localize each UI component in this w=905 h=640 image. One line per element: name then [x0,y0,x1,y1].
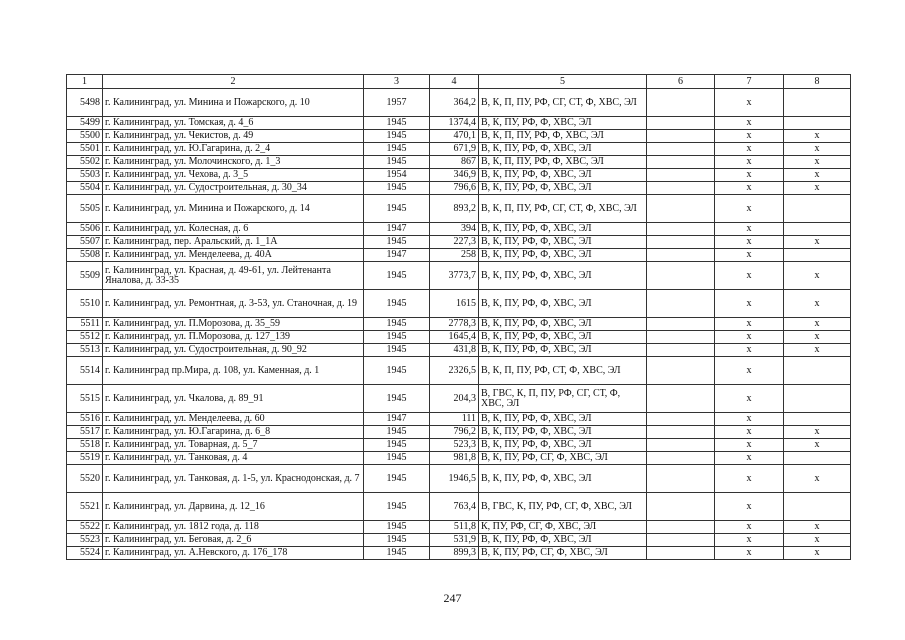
area-cell: 796,6 [430,182,479,195]
year-cell: 1957 [364,89,430,117]
table-row [67,344,851,357]
column-7-mark: х [715,521,784,534]
address-cell: г. Калининград, ул. Менделеева, д. 60 [103,413,364,426]
column-6-cell [647,143,715,156]
column-7-mark: х [715,156,784,169]
row-number: 5515 [67,385,103,413]
row-number: 5511 [67,318,103,331]
area-cell: 531,9 [430,534,479,547]
table-row [67,169,851,182]
column-8-mark: х [784,439,851,452]
column-7-mark: х [715,223,784,236]
services-cell: В, К, ПУ, РФ, СГ, Ф, ХВС, ЭЛ [479,452,647,465]
column-7-mark: х [715,413,784,426]
area-cell: 981,8 [430,452,479,465]
table-row [67,236,851,249]
area-cell: 2778,3 [430,318,479,331]
services-cell: В, К, ПУ, РФ, Ф, ХВС, ЭЛ [479,223,647,236]
column-7-mark: х [715,344,784,357]
address-cell: г. Калининград пр.Мира, д. 108, ул. Каменная, д. 1 [103,357,364,385]
address-cell: г. Калининград, ул. Колесная, д. 6 [103,223,364,236]
column-7-mark: х [715,547,784,560]
area-cell: 364,2 [430,89,479,117]
row-number: 5522 [67,521,103,534]
services-cell: В, К, ПУ, РФ, Ф, ХВС, ЭЛ [479,344,647,357]
column-7-mark: х [715,236,784,249]
year-cell: 1945 [364,195,430,223]
services-cell: В, К, ПУ, РФ, Ф, ХВС, ЭЛ [479,413,647,426]
services-cell: В, К, ПУ, РФ, Ф, ХВС, ЭЛ [479,117,647,130]
column-7-mark: х [715,331,784,344]
column-header-5: 5 [479,75,647,89]
column-6-cell [647,89,715,117]
row-number: 5521 [67,493,103,521]
year-cell: 1945 [364,130,430,143]
table-row [67,262,851,290]
address-cell: г. Калининград, ул. Чехова, д. 3_5 [103,169,364,182]
row-number: 5520 [67,465,103,493]
address-cell: г. Калининград, ул. П.Морозова, д. 35_59 [103,318,364,331]
year-cell: 1945 [364,452,430,465]
services-cell: В, К, ПУ, РФ, Ф, ХВС, ЭЛ [479,439,647,452]
address-cell: г. Калининград, ул. Ю.Гагарина, д. 6_8 [103,426,364,439]
column-header-7: 7 [715,75,784,89]
page-number: 247 [443,591,462,605]
row-number: 5502 [67,156,103,169]
services-cell: В, К, П, ПУ, РФ, СТ, Ф, ХВС, ЭЛ [479,357,647,385]
column-8-mark: х [784,426,851,439]
year-cell: 1945 [364,156,430,169]
column-6-cell [647,452,715,465]
column-6-cell [647,331,715,344]
column-8-mark: х [784,290,851,318]
row-number: 5499 [67,117,103,130]
year-cell: 1954 [364,169,430,182]
area-cell: 796,2 [430,426,479,439]
services-cell: В, К, ПУ, РФ, Ф, ХВС, ЭЛ [479,331,647,344]
column-8-mark: х [784,534,851,547]
services-cell: В, К, П, ПУ, РФ, СГ, СТ, Ф, ХВС, ЭЛ [479,89,647,117]
column-7-mark: х [715,534,784,547]
column-8-mark [784,223,851,236]
column-8-mark: х [784,169,851,182]
year-cell: 1945 [364,290,430,318]
column-8-mark: х [784,547,851,560]
table-row [67,249,851,262]
table-row [67,547,851,560]
year-cell: 1945 [364,344,430,357]
area-cell: 3773,7 [430,262,479,290]
table-row [67,117,851,130]
area-cell: 1374,4 [430,117,479,130]
table-row [67,143,851,156]
year-cell: 1945 [364,521,430,534]
column-6-cell [647,249,715,262]
row-number: 5498 [67,89,103,117]
column-7-mark: х [715,465,784,493]
column-6-cell [647,426,715,439]
column-7-mark: х [715,385,784,413]
address-cell: г. Калининград, ул. Дарвина, д. 12_16 [103,493,364,521]
row-number: 5512 [67,331,103,344]
year-cell: 1945 [364,318,430,331]
area-cell: 1645,4 [430,331,479,344]
row-number: 5519 [67,452,103,465]
column-6-cell [647,534,715,547]
services-cell: В, К, ПУ, РФ, Ф, ХВС, ЭЛ [479,290,647,318]
column-6-cell [647,357,715,385]
column-8-mark: х [784,236,851,249]
area-cell: 431,8 [430,344,479,357]
address-cell: г. Калининград, ул. Беговая, д. 2_6 [103,534,364,547]
column-8-mark [784,249,851,262]
column-6-cell [647,156,715,169]
row-number: 5513 [67,344,103,357]
row-number: 5507 [67,236,103,249]
table-row [67,357,851,385]
area-cell: 893,2 [430,195,479,223]
area-cell: 511,8 [430,521,479,534]
area-cell: 1946,5 [430,465,479,493]
column-7-mark: х [715,249,784,262]
column-8-mark: х [784,262,851,290]
column-header-4: 4 [430,75,479,89]
column-8-mark [784,195,851,223]
services-cell: В, К, П, ПУ, РФ, Ф, ХВС, ЭЛ [479,130,647,143]
year-cell: 1945 [364,439,430,452]
table-row [67,223,851,236]
row-number: 5517 [67,426,103,439]
table-row [67,439,851,452]
column-7-mark: х [715,117,784,130]
services-cell: В, К, ПУ, РФ, Ф, ХВС, ЭЛ [479,249,647,262]
services-cell: В, К, ПУ, РФ, Ф, ХВС, ЭЛ [479,236,647,249]
column-7-mark: х [715,290,784,318]
address-cell: г. Калининград, ул. Судостроительная, д. 90_92 [103,344,364,357]
column-8-mark: х [784,156,851,169]
column-8-mark [784,357,851,385]
column-6-cell [647,262,715,290]
column-6-cell [647,117,715,130]
table-row [67,130,851,143]
column-7-mark: х [715,493,784,521]
column-8-mark [784,413,851,426]
address-cell: г. Калининград, ул. Танковая, д. 1-5, ул. Краснодонская, д. 7 [103,465,364,493]
column-7-mark: х [715,89,784,117]
table-row [67,195,851,223]
area-cell: 763,4 [430,493,479,521]
year-cell: 1945 [364,547,430,560]
year-cell: 1947 [364,413,430,426]
row-number: 5504 [67,182,103,195]
column-6-cell [647,521,715,534]
area-cell: 111 [430,413,479,426]
column-7-mark: х [715,143,784,156]
column-8-mark: х [784,130,851,143]
address-cell: г. Калининград, ул. Чекистов, д. 49 [103,130,364,143]
header-row [67,75,851,89]
year-cell: 1947 [364,249,430,262]
address-cell: г. Калининград, ул. Молочинского, д. 1_3 [103,156,364,169]
column-7-mark: х [715,130,784,143]
column-7-mark: х [715,318,784,331]
area-cell: 2326,5 [430,357,479,385]
address-cell: г. Калининград, ул. Ремонтная, д. 3-53, ул. Станочная, д. 19 [103,290,364,318]
row-number: 5514 [67,357,103,385]
address-cell: г. Калининград, ул. Минина и Пожарского, д. 10 [103,89,364,117]
column-8-mark: х [784,521,851,534]
column-7-mark: х [715,195,784,223]
table-row [67,534,851,547]
year-cell: 1945 [364,117,430,130]
column-7-mark: х [715,262,784,290]
area-cell: 867 [430,156,479,169]
column-8-mark: х [784,318,851,331]
services-cell: В, К, ПУ, РФ, Ф, ХВС, ЭЛ [479,182,647,195]
services-cell: В, К, ПУ, РФ, Ф, ХВС, ЭЛ [479,534,647,547]
column-6-cell [647,130,715,143]
column-7-mark: х [715,452,784,465]
services-cell: В, К, ПУ, РФ, СГ, Ф, ХВС, ЭЛ [479,547,647,560]
register-table [66,74,851,560]
address-cell: г. Калининград, ул. Томская, д. 4_6 [103,117,364,130]
table-row [67,385,851,413]
table-row [67,465,851,493]
column-8-mark [784,385,851,413]
column-6-cell [647,493,715,521]
column-7-mark: х [715,182,784,195]
row-number: 5516 [67,413,103,426]
row-number: 5501 [67,143,103,156]
year-cell: 1945 [364,426,430,439]
row-number: 5506 [67,223,103,236]
column-6-cell [647,318,715,331]
services-cell: К, ПУ, РФ, СГ, Ф, ХВС, ЭЛ [479,521,647,534]
column-8-mark [784,493,851,521]
area-cell: 394 [430,223,479,236]
column-6-cell [647,385,715,413]
column-header-8: 8 [784,75,851,89]
year-cell: 1945 [364,465,430,493]
table-row [67,331,851,344]
column-6-cell [647,413,715,426]
services-cell: В, К, ПУ, РФ, Ф, ХВС, ЭЛ [479,262,647,290]
column-8-mark: х [784,182,851,195]
row-number: 5503 [67,169,103,182]
area-cell: 899,3 [430,547,479,560]
column-header-6: 6 [647,75,715,89]
year-cell: 1945 [364,534,430,547]
year-cell: 1945 [364,262,430,290]
row-number: 5500 [67,130,103,143]
table-row [67,290,851,318]
services-cell: В, К, ПУ, РФ, Ф, ХВС, ЭЛ [479,426,647,439]
column-6-cell [647,236,715,249]
address-cell: г. Калининград, ул. Менделеева, д. 40А [103,249,364,262]
column-7-mark: х [715,426,784,439]
address-cell: г. Калининград, ул. 1812 года, д. 118 [103,521,364,534]
area-cell: 258 [430,249,479,262]
year-cell: 1947 [364,223,430,236]
address-cell: г. Калининград, ул. Красная, д. 49-61, ул. Лейтенанта Яналова, д. 33-35 [103,262,364,290]
column-8-mark: х [784,465,851,493]
year-cell: 1945 [364,331,430,344]
column-6-cell [647,182,715,195]
table-row [67,318,851,331]
year-cell: 1945 [364,236,430,249]
year-cell: 1945 [364,182,430,195]
row-number: 5518 [67,439,103,452]
column-6-cell [647,169,715,182]
column-8-mark: х [784,143,851,156]
column-7-mark: х [715,439,784,452]
address-cell: г. Калининград, ул. П.Морозова, д. 127_139 [103,331,364,344]
column-6-cell [647,344,715,357]
address-cell: г. Калининград, ул. Минина и Пожарского, д. 14 [103,195,364,223]
services-cell: В, К, ПУ, РФ, Ф, ХВС, ЭЛ [479,143,647,156]
column-header-3: 3 [364,75,430,89]
address-cell: г. Калининград, ул. Танковая, д. 4 [103,452,364,465]
services-cell: В, ГВС, К, ПУ, РФ, СГ, Ф, ХВС, ЭЛ [479,493,647,521]
address-cell: г. Калининград, ул. Ю.Гагарина, д. 2_4 [103,143,364,156]
table-row [67,452,851,465]
address-cell: г. Калининград, ул. Судостроительная, д. 30_34 [103,182,364,195]
row-number: 5523 [67,534,103,547]
address-cell: г. Калининград, пер. Аральский, д. 1_1А [103,236,364,249]
table-row [67,413,851,426]
address-cell: г. Калининград, ул. Товарная, д. 5_7 [103,439,364,452]
area-cell: 523,3 [430,439,479,452]
column-8-mark: х [784,344,851,357]
area-cell: 671,9 [430,143,479,156]
address-cell: г. Калининград, ул. Чкалова, д. 89_91 [103,385,364,413]
table-row [67,156,851,169]
table-row [67,521,851,534]
column-6-cell [647,290,715,318]
area-cell: 470,1 [430,130,479,143]
row-number: 5510 [67,290,103,318]
column-7-mark: х [715,357,784,385]
area-cell: 204,3 [430,385,479,413]
table-body [67,89,851,560]
table-row [67,493,851,521]
services-cell: В, К, ПУ, РФ, Ф, ХВС, ЭЛ [479,318,647,331]
year-cell: 1945 [364,357,430,385]
year-cell: 1945 [364,385,430,413]
row-number: 5508 [67,249,103,262]
column-header-1: 1 [67,75,103,89]
services-cell: В, К, П, ПУ, РФ, СГ, СТ, Ф, ХВС, ЭЛ [479,195,647,223]
table-row [67,426,851,439]
column-8-mark: х [784,331,851,344]
row-number: 5524 [67,547,103,560]
area-cell: 346,9 [430,169,479,182]
services-cell: В, К, ПУ, РФ, Ф, ХВС, ЭЛ [479,465,647,493]
area-cell: 1615 [430,290,479,318]
column-6-cell [647,547,715,560]
column-6-cell [647,195,715,223]
column-6-cell [647,465,715,493]
table-row [67,89,851,117]
services-cell: В, К, П, ПУ, РФ, Ф, ХВС, ЭЛ [479,156,647,169]
column-header-2: 2 [103,75,364,89]
column-6-cell [647,223,715,236]
column-6-cell [647,439,715,452]
year-cell: 1945 [364,143,430,156]
column-8-mark [784,117,851,130]
address-cell: г. Калининград, ул. А.Невского, д. 176_178 [103,547,364,560]
year-cell: 1945 [364,493,430,521]
area-cell: 227,3 [430,236,479,249]
row-number: 5505 [67,195,103,223]
services-cell: В, К, ПУ, РФ, Ф, ХВС, ЭЛ [479,169,647,182]
services-cell: В, ГВС, К, П, ПУ, РФ, СГ, СТ, Ф, ХВС, ЭЛ [479,385,647,413]
column-8-mark [784,89,851,117]
table-row [67,182,851,195]
row-number: 5509 [67,262,103,290]
column-8-mark [784,452,851,465]
column-7-mark: х [715,169,784,182]
